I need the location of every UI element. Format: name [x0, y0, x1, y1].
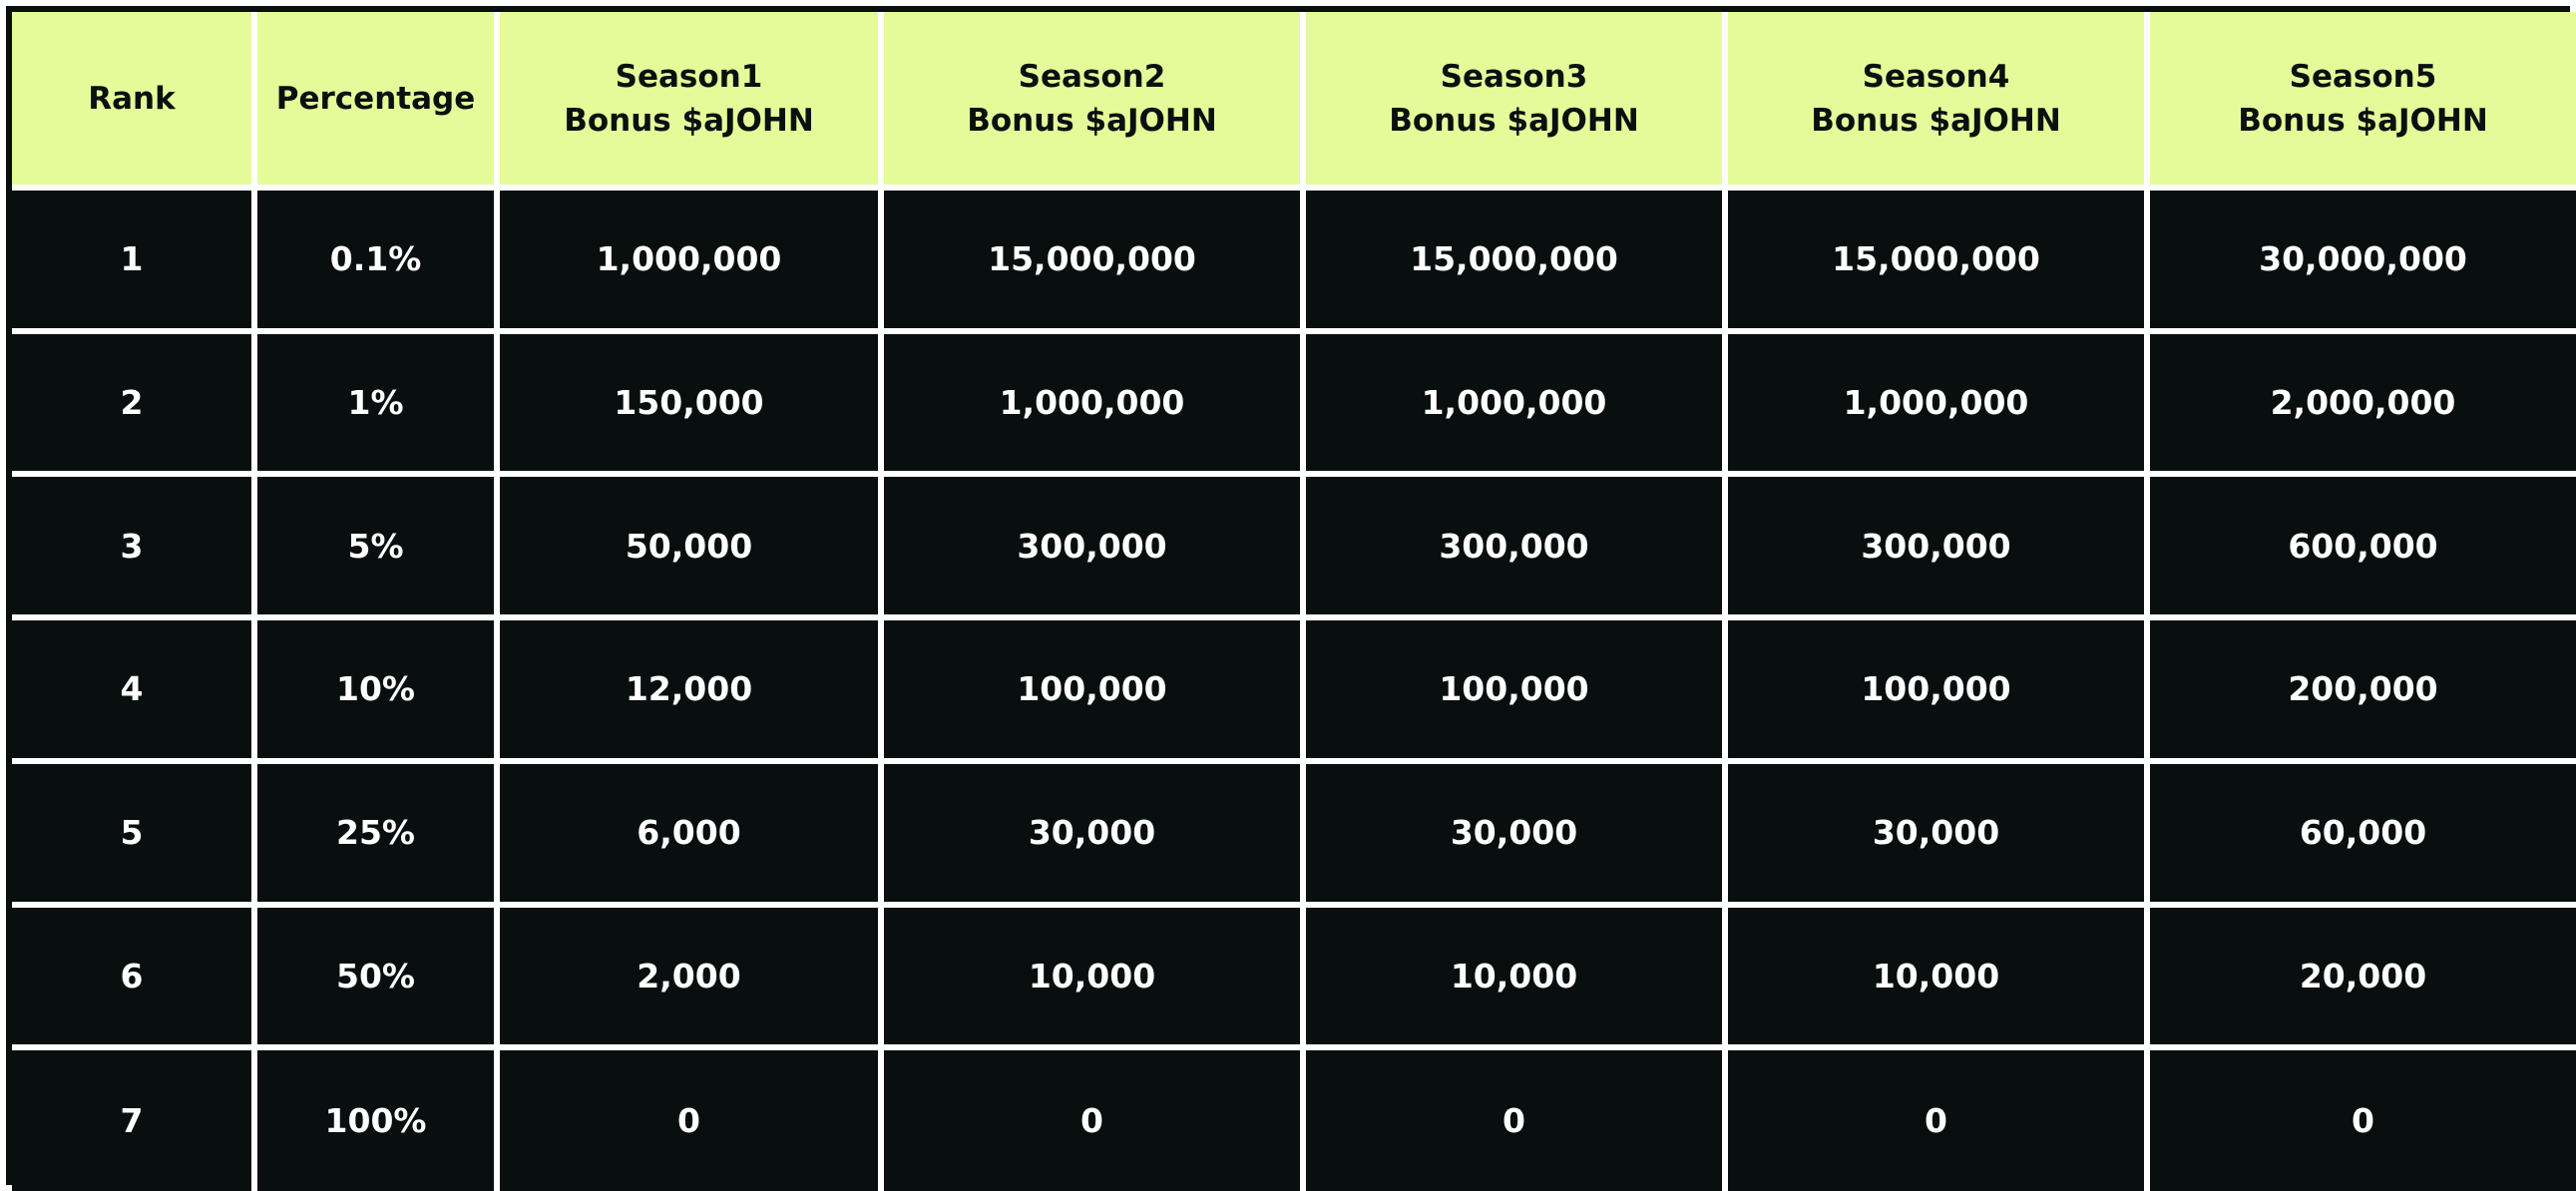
cell-season4-bonus: 10,000: [1725, 905, 2147, 1048]
header-label: Percentage: [275, 80, 476, 117]
header-sublabel: Bonus $aJOHN: [967, 102, 1217, 139]
cell-percentage: 0.1%: [254, 188, 497, 331]
cell-percentage: 25%: [254, 761, 497, 905]
header-sublabel: Bonus $aJOHN: [1389, 102, 1639, 139]
header-label: Season4: [1862, 58, 2010, 95]
cell-season2-bonus: 300,000: [881, 474, 1303, 617]
cell-season2-bonus: 30,000: [881, 761, 1303, 905]
header-season1: [497, 12, 881, 188]
cell-rank: 2: [12, 331, 254, 475]
cell-season3-bonus: 0: [1303, 1047, 1725, 1191]
header-label: Season2: [1018, 58, 1166, 95]
cell-season4-bonus: 15,000,000: [1725, 188, 2147, 331]
header-sublabel: Bonus $aJOHN: [564, 102, 814, 139]
cell-season1-bonus: 1,000,000: [497, 188, 881, 331]
header-label: Rank: [88, 80, 176, 117]
cell-season4-bonus: 0: [1725, 1047, 2147, 1191]
cell-season3-bonus: 15,000,000: [1303, 188, 1725, 331]
cell-rank: 5: [12, 761, 254, 905]
cell-season2-bonus: 0: [881, 1047, 1303, 1191]
header-label: Season3: [1440, 58, 1588, 95]
header-rank: [12, 12, 254, 188]
cell-season4-bonus: 300,000: [1725, 474, 2147, 617]
cell-rank: 3: [12, 474, 254, 617]
cell-season5-bonus: 20,000: [2147, 905, 2576, 1048]
header-row: [12, 12, 2576, 188]
cell-season3-bonus: 1,000,000: [1303, 331, 1725, 475]
cell-percentage: 10%: [254, 617, 497, 761]
cell-season3-bonus: 30,000: [1303, 761, 1725, 905]
cell-season5-bonus: 30,000,000: [2147, 188, 2576, 331]
cell-season1-bonus: 12,000: [497, 617, 881, 761]
cell-season1-bonus: 50,000: [497, 474, 881, 617]
table-row: [12, 474, 2576, 617]
cell-percentage: 100%: [254, 1047, 497, 1191]
cell-season5-bonus: 600,000: [2147, 474, 2576, 617]
table-row: [12, 188, 2576, 331]
cell-season1-bonus: 150,000: [497, 331, 881, 475]
header-label: Season5: [2289, 58, 2437, 95]
header-sublabel: Bonus $aJOHN: [1811, 102, 2061, 139]
cell-percentage: 50%: [254, 905, 497, 1048]
cell-season4-bonus: 100,000: [1725, 617, 2147, 761]
table-row: [12, 331, 2576, 475]
cell-season2-bonus: 10,000: [881, 905, 1303, 1048]
cell-percentage: 5%: [254, 474, 497, 617]
cell-season2-bonus: 15,000,000: [881, 188, 1303, 331]
cell-season1-bonus: 2,000: [497, 905, 881, 1048]
header-label: Season1: [615, 58, 763, 95]
cell-season5-bonus: 60,000: [2147, 761, 2576, 905]
table-row: [12, 761, 2576, 905]
cell-season3-bonus: 100,000: [1303, 617, 1725, 761]
cell-season4-bonus: 30,000: [1725, 761, 2147, 905]
header-season4: [1725, 12, 2147, 188]
bonus-table: [12, 12, 2576, 1191]
table-row: [12, 617, 2576, 761]
cell-percentage: 1%: [254, 331, 497, 475]
cell-season3-bonus: 10,000: [1303, 905, 1725, 1048]
cell-season2-bonus: 100,000: [881, 617, 1303, 761]
cell-rank: 4: [12, 617, 254, 761]
cell-rank: 7: [12, 1047, 254, 1191]
header-percentage: [254, 12, 497, 188]
cell-season1-bonus: 6,000: [497, 761, 881, 905]
header-season3: [1303, 12, 1725, 188]
cell-season2-bonus: 1,000,000: [881, 331, 1303, 475]
cell-rank: 6: [12, 905, 254, 1048]
cell-season4-bonus: 1,000,000: [1725, 331, 2147, 475]
table-row: [12, 905, 2576, 1048]
cell-season1-bonus: 0: [497, 1047, 881, 1191]
header-season5: [2147, 12, 2576, 188]
header-season2: [881, 12, 1303, 188]
cell-season5-bonus: 2,000,000: [2147, 331, 2576, 475]
cell-season3-bonus: 300,000: [1303, 474, 1725, 617]
cell-season5-bonus: 200,000: [2147, 617, 2576, 761]
header-sublabel: Bonus $aJOHN: [2238, 102, 2488, 139]
table-row: [12, 1047, 2576, 1191]
cell-season5-bonus: 0: [2147, 1047, 2576, 1191]
cell-rank: 1: [12, 188, 254, 331]
